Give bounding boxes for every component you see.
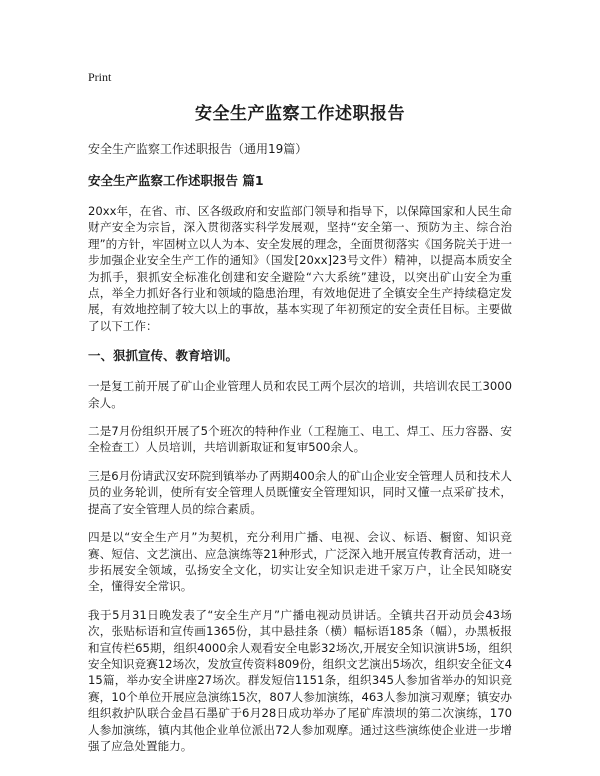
document-title: 安全生产监察工作述职报告 <box>195 104 405 124</box>
paragraph-3: 三是6月份请武汉安环院到镇举办了两期400余人的矿山企业安全管理人员和技术人员的业务轮训，使所有安全管理人员既懂安全管理知识，同时又懂一点采矿技术，提高了安全管理人员的综合素质。 <box>88 468 512 516</box>
heading-one: 一、狠抓宣传、教育培训。 <box>88 348 239 364</box>
intro-paragraph: 20xx年，在省、市、区各级政府和安监部门领导和指导下，以保障国家和人民生命财产安全为宗旨，深入贯彻落实科学发展观，坚持“安全第一、预防为主、综合治理”的方针，牢固树立以人为本、安全发展的理念，全面贯彻落实《国务院关于进一步加强企业安全生产工作的通知》（国发[20xx]23号文件）精神，以提高本质安全为抓手，狠抓安全标准化创建和安全避险“六大系统”建设，以突出矿山安全为重点，举全力抓好各行业和领域的隐患治理，有效地促进了全镇安全生产持续稳定发展，有效地控制了较大以上的事故，基本实现了年初预定的安全责任目标。主要做了以下工作： <box>88 204 512 333</box>
paragraph-2: 二是7月份组织开展了5个班次的特种作业（工程施工、电工、焊工、压力容器、安全检查工）人员培训，共培训新取证和复审500余人。 <box>88 424 512 455</box>
paragraph-5: 我于5月31日晚发表了“安全生产月”广播电视动员讲话。全镇共召开动员会43场次，张贴标语和宣传画1365份，其中悬挂条（横）幅标语185条（幅），办黑板报和宣传栏65期，组织4000余人观看安全电影32场次,开展安全知识演讲5场，组织安全知识竞赛12场次，发放宣传资料809份，组织文艺演出5场次，组织安全征文415篇，举办安全讲座27场次。群发短信1151条，组织345人参加省举办的知识竞赛，10个单位开展应急演练15次，807人参加演练，463人参加演习观摩；镇安办组织救护队联合金昌石墨矿于6月28日成功举办了尾矿库溃坝的第二次演练，170人参加演练，镇内其他企业单位派出72人参加观摩。通过这些演练使企业进一步增强了应急处置能力。 <box>88 607 512 753</box>
paragraph-4: 四是以“安全生产月”为契机，充分利用广播、电视、会议、标语、橱窗、知识竞赛、短信、文艺演出、应急演练等21种形式，广泛深入地开展宣传教育活动，进一步拓展安全领域，弘扬安全文化，切实让安全知识走进千家万户，让全民知晓安全，懂得安全常识。 <box>88 530 512 594</box>
print-label: Print <box>88 70 112 84</box>
paragraph-1: 一是复工前开展了矿山企业管理人员和农民工两个层次的培训，共培训农民工3000余人。 <box>88 379 512 410</box>
document-subtitle: 安全生产监察工作述职报告（通用19篇） <box>88 142 308 156</box>
section-title: 安全生产监察工作述职报告 篇1 <box>88 173 264 188</box>
